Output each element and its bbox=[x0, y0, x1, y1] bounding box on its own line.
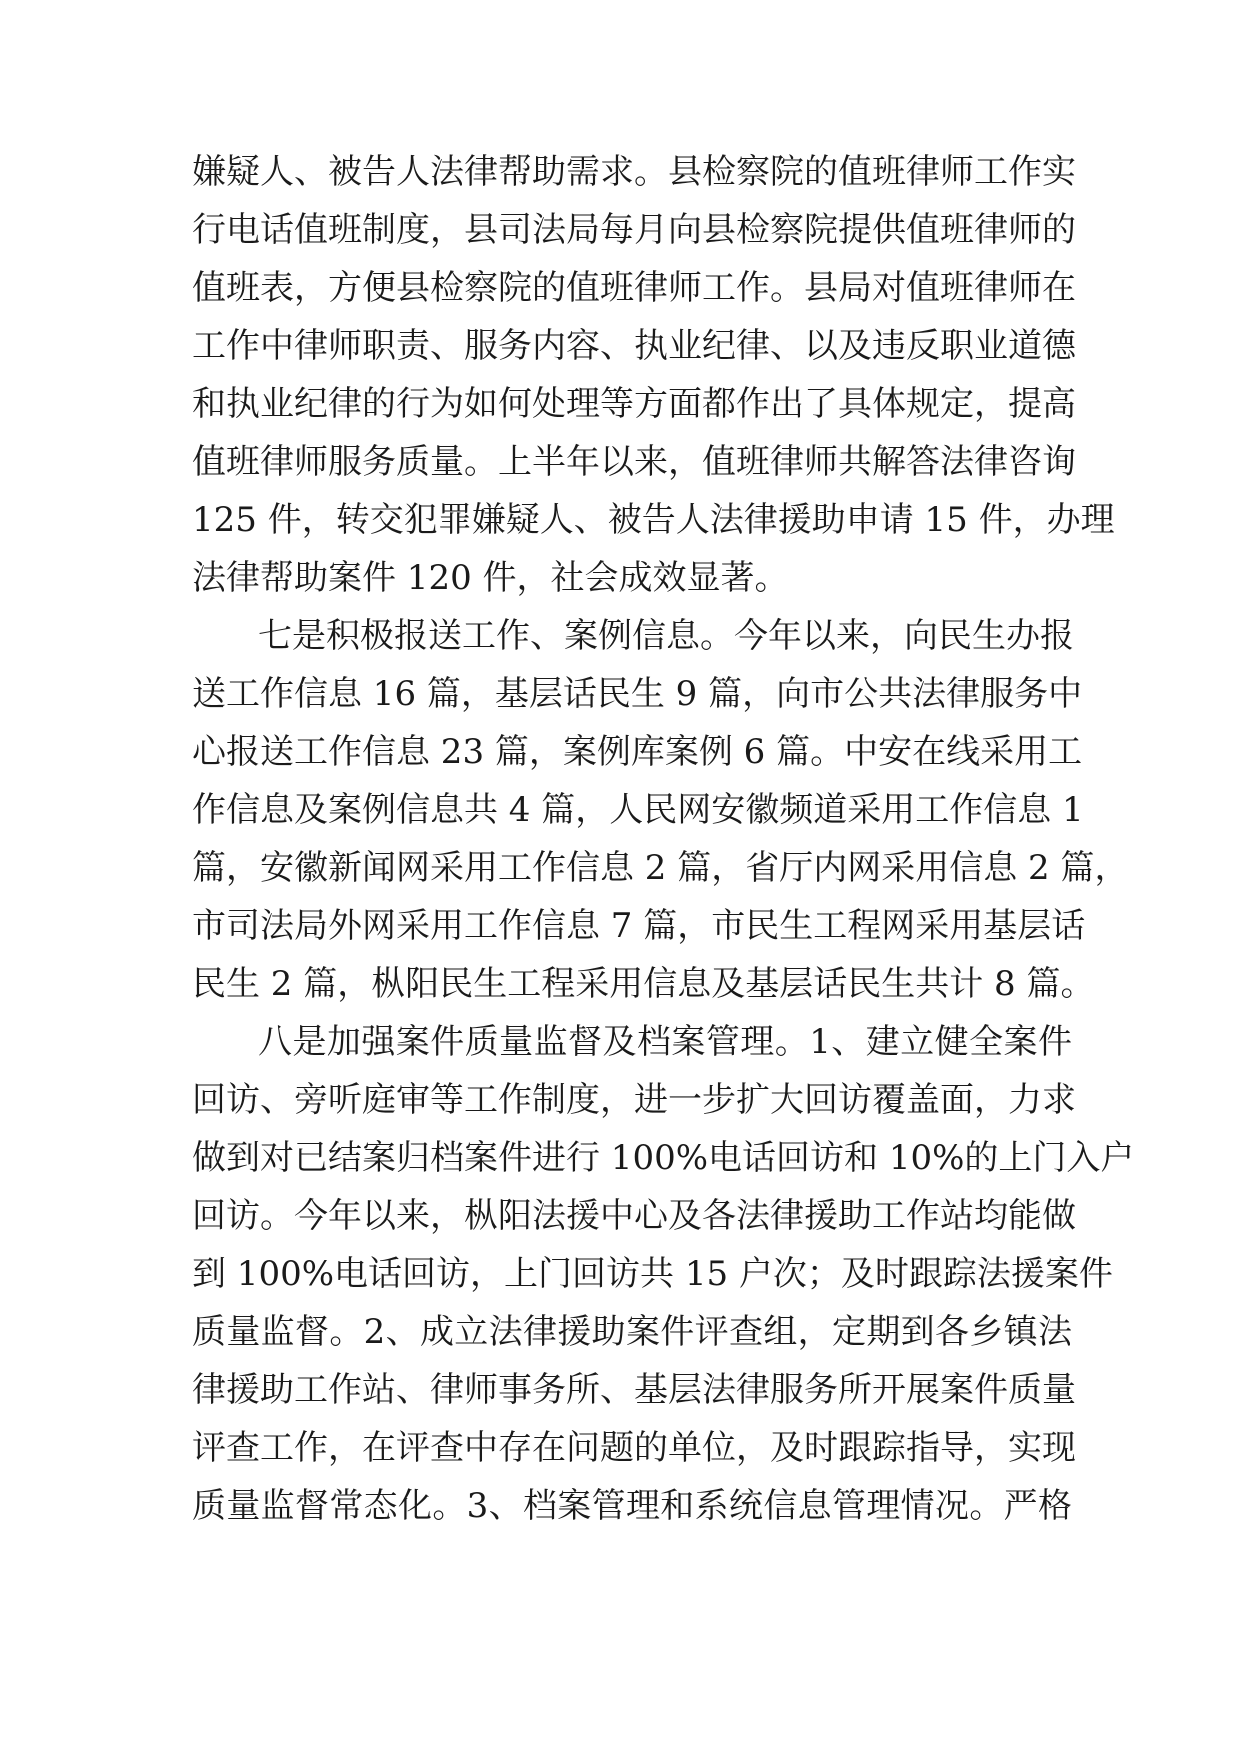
text-line: 心报送工作信息 23 篇，案例库案例 6 篇。中安在线采用工 bbox=[192, 732, 1083, 772]
text-line: 嫌疑人、被告人法律帮助需求。县检察院的值班律师工作实 bbox=[192, 152, 1076, 192]
text-line: 民生 2 篇，枞阳民生工程采用信息及基层话民生共计 8 篇。 bbox=[192, 964, 1095, 1004]
text-line: 值班表，方便县检察院的值班律师工作。县局对值班律师在 bbox=[192, 268, 1076, 308]
text-line: 作信息及案例信息共 4 篇，人民网安徽频道采用工作信息 1 bbox=[192, 790, 1084, 830]
text-line: 回访。今年以来，枞阳法援中心及各法律援助工作站均能做 bbox=[192, 1196, 1076, 1236]
text-line: 法律帮助案件 120 件，社会成效显著。 bbox=[192, 558, 789, 598]
paragraph-first-line: 七是积极报送工作、案例信息。今年以来，向民生办报 bbox=[258, 616, 1074, 656]
text-line: 律援助工作站、律师事务所、基层法律服务所开展案件质量 bbox=[192, 1370, 1076, 1410]
paragraph-first-line: 八是加强案件质量监督及档案管理。1、建立健全案件 bbox=[258, 1022, 1072, 1062]
text-line: 质量监督。2、成立法律援助案件评查组，定期到各乡镇法 bbox=[192, 1312, 1072, 1352]
text-line: 送工作信息 16 篇，基层话民生 9 篇，向市公共法律服务中 bbox=[192, 674, 1083, 714]
text-line: 值班律师服务质量。上半年以来，值班律师共解答法律咨询 bbox=[192, 442, 1076, 482]
text-line: 篇，安徽新闻网采用工作信息 2 篇，省厅内网采用信息 2 篇， bbox=[192, 848, 1129, 888]
text-line: 评查工作，在评查中存在问题的单位，及时跟踪指导，实现 bbox=[192, 1428, 1076, 1468]
text-line: 到 100%电话回访，上门回访共 15 户次；及时跟踪法援案件 bbox=[192, 1254, 1113, 1294]
text-line: 125 件，转交犯罪嫌疑人、被告人法律援助申请 15 件，办理 bbox=[192, 500, 1115, 540]
text-line: 和执业纪律的行为如何处理等方面都作出了具体规定，提高 bbox=[192, 384, 1076, 424]
text-line: 行电话值班制度，县司法局每月向县检察院提供值班律师的 bbox=[192, 210, 1076, 250]
text-line: 市司法局外网采用工作信息 7 篇，市民生工程网采用基层话 bbox=[192, 906, 1086, 946]
text-line: 做到对已结案归档案件进行 100%电话回访和 10%的上门入户 bbox=[192, 1138, 1135, 1178]
text-line: 回访、旁听庭审等工作制度，进一步扩大回访覆盖面，力求 bbox=[192, 1080, 1076, 1120]
text-line: 工作中律师职责、服务内容、执业纪律、以及违反职业道德 bbox=[192, 326, 1076, 366]
text-line: 质量监督常态化。3、档案管理和系统信息管理情况。严格 bbox=[192, 1486, 1072, 1526]
